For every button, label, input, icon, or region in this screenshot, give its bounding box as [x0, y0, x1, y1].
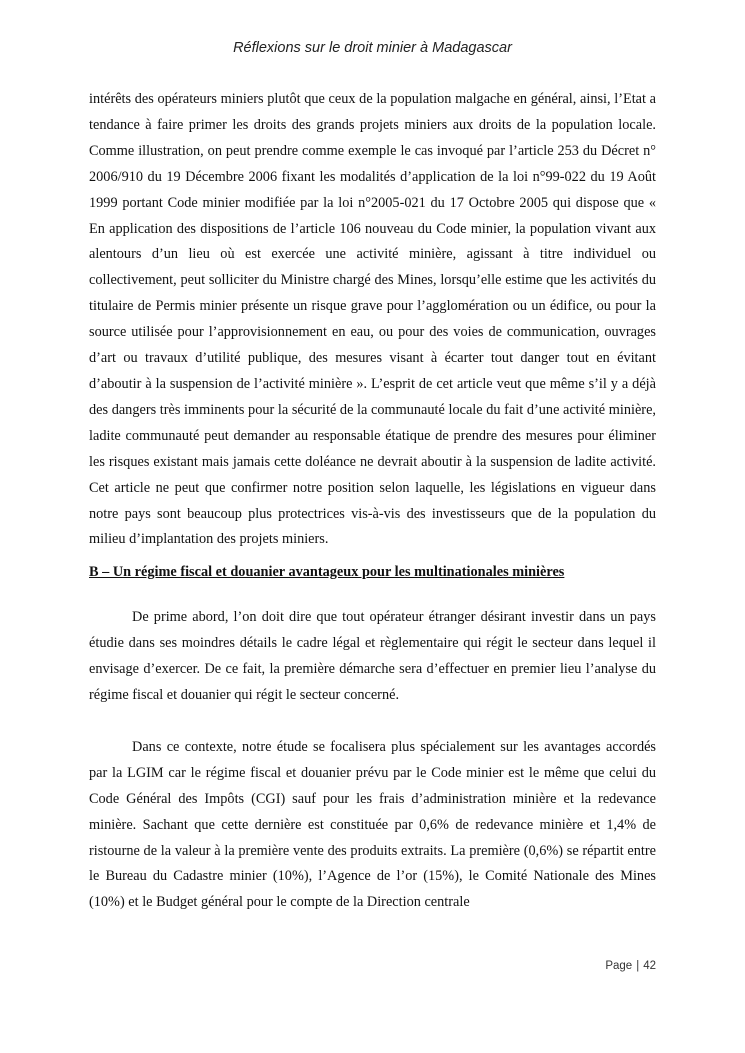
page-body	[89, 87, 656, 916]
page-number: 42	[643, 960, 656, 972]
page-footer	[605, 960, 656, 972]
running-header: Réflexions sur le droit minier à Madagascar	[233, 40, 512, 56]
body-paragraph-2: De prime abord, l’on doit dire que tout opérateur étranger désirant investir dans un pays étudie dans ses moindres détails le cadre légal et règlementaire qui régit le secteur dans lequel il envisage d’exercer. De ce fait, la première démarche sera d’effectuer en premier lieu l’analyse du régime fiscal et douanier qui régit le secteur concerné.	[89, 609, 656, 704]
body-paragraph-1: intérêts des opérateurs miniers plutôt que ceux de la population malgache en général, ainsi, l’Etat a tendance à faire primer les droits des grands projets miniers aux droits de la population locale. Comme illustration, on peut prendre comme exemple le cas invoqué par l’article 253 du Décret n° 2006/910 du 19 Décembre 2006 fixant les modalités d’application de la loi n°99-022 du 19 Août 1999 portant Code minier modifiée par la loi n°2005-021 du 17 Octobre 2005 qui dispose que « En application des dispositions de l’article 106 nouveau du Code minier, la population vivant aux alentours d’un lieu où est exercée une activité minière, agissant à titre individuel ou collectivement, peut solliciter du Ministre chargé des Mines, lorsqu’elle estime que les activités du titulaire de Permis minier présente un risque grave pour l’agglomération ou un édifice, ou pour la source utilisée pour l’approvisionnement en eau, ou pour des voies de communication, ouvrages d’art ou travaux d’utilité publique, des mesures visant à écarter tout danger tout en évitant d’aboutir à la suspension de l’activité minière ». L’esprit de cet article veut que même s’il y a déjà des dangers très imminents pour la sécurité de la communauté locale du fait d’une activité minière, ladite communauté peut demander au responsable étatique de prendre des mesures pour éliminer les risques existant mais jamais cette doléance ne devrait aboutir à la suspension de ladite activité. Cet article ne peut que confirmer notre position selon laquelle, les législations en vigueur dans notre pays sont beaucoup plus protectrices vis-à-vis des investisseurs que de la population du milieu d’implantation des projets miniers.	[89, 91, 656, 548]
body-paragraph-3: Dans ce contexte, notre étude se focalisera plus spécialement sur les avantages accordés par la LGIM car le régime fiscal et douanier prévu par le Code minier est le même que celui du Code Général des Impôts (CGI) sauf pour les frais d’administration minière et la redevance minière. Sachant que cette dernière est constituée par 0,6% de redevance minière et 1,4% de ristourne de la valeur à la première vente des produits extraits. La première (0,6%) se répartit entre le Bureau du Cadastre minier (10%), l’Agence de l’or (15%), le Comité Nationale des Mines (10%) et le Budget général pour le compte de la Direction centrale	[89, 738, 656, 911]
page-separator: |	[636, 960, 640, 972]
page-label: Page	[605, 960, 633, 972]
section-heading-b: B – Un régime fiscal et douanier avantageux pour les multinationales minières	[89, 564, 565, 581]
